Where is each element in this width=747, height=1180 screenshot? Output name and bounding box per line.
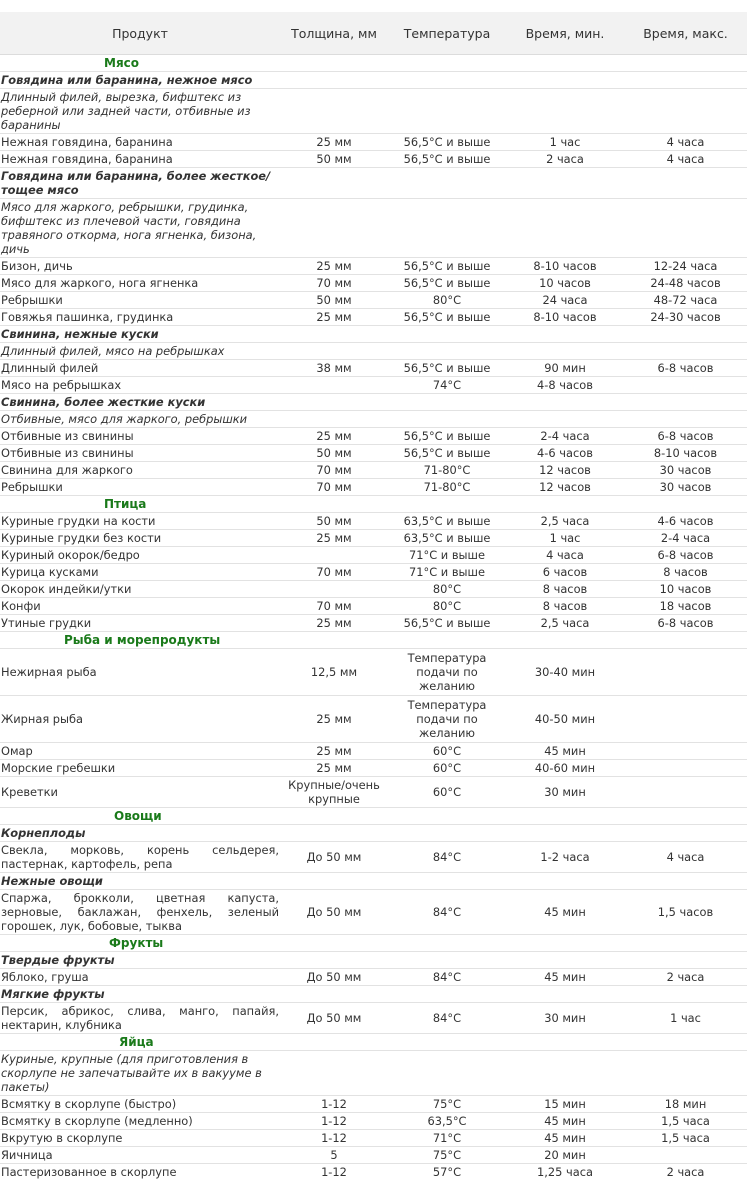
time-max-cell: 18 мин: [624, 1096, 747, 1113]
time-min-cell: 4 часа: [506, 547, 624, 564]
time-min-cell: 2,5 часа: [506, 513, 624, 530]
group-row: [0, 72, 747, 89]
section-row: [0, 496, 747, 513]
temperature-cell: 56,5°С и выше: [388, 258, 506, 275]
group-title: Мягкие фрукты: [0, 986, 280, 1003]
thickness-cell: 25 мм: [280, 258, 388, 275]
section-title: Рыба и морепродукты: [4, 633, 220, 647]
thickness-cell: 50 мм: [280, 513, 388, 530]
product-cell: Нежирная рыба: [0, 649, 280, 696]
group-row: [0, 986, 747, 1003]
temperature-cell: 56,5°С и выше: [388, 309, 506, 326]
time-min-cell: 4-8 часов: [506, 377, 624, 394]
time-min-cell: 1 час: [506, 134, 624, 151]
time-max-cell: 1,5 часа: [624, 1130, 747, 1147]
empty-cell: [280, 326, 747, 343]
temperature-cell: 56,5°С и выше: [388, 134, 506, 151]
thickness-cell: 25 мм: [280, 615, 388, 632]
temperature-cell: 75°С: [388, 1147, 506, 1164]
thickness-cell: 1-12: [280, 1096, 388, 1113]
table-row: [0, 615, 747, 632]
time-min-cell: 8 часов: [506, 598, 624, 615]
thickness-cell: 5: [280, 1147, 388, 1164]
table-row: [0, 151, 747, 168]
group-title: Говядина или баранина, более жесткое/ тощее мясо: [0, 168, 280, 199]
product-cell: Куриные грудки без кости: [0, 530, 280, 547]
table-row: [0, 462, 747, 479]
thickness-cell: До 50 мм: [280, 842, 388, 873]
product-cell: Яичница: [0, 1147, 280, 1164]
group-title: Свинина, более жесткие куски: [0, 394, 280, 411]
thickness-cell: 25 мм: [280, 134, 388, 151]
table-row: [0, 479, 747, 496]
temperature-cell: Температура подачи по желанию: [388, 696, 506, 743]
thickness-cell: [280, 377, 388, 394]
thickness-cell: 25 мм: [280, 760, 388, 777]
product-cell: Всмятку в скорлупе (быстро): [0, 1096, 280, 1113]
time-min-cell: 24 часа: [506, 292, 624, 309]
time-max-cell: 18 часов: [624, 598, 747, 615]
thickness-cell: 25 мм: [280, 428, 388, 445]
table-row: [0, 134, 747, 151]
empty-cell: [280, 343, 747, 360]
table-row: [0, 547, 747, 564]
time-min-cell: 8 часов: [506, 581, 624, 598]
thickness-cell: 50 мм: [280, 445, 388, 462]
table-row: [0, 428, 747, 445]
product-cell: Окорок индейки/утки: [0, 581, 280, 598]
time-max-cell: 1,5 часов: [624, 890, 747, 935]
group-row: [0, 873, 747, 890]
time-max-cell: 2 часа: [624, 1164, 747, 1180]
thickness-cell: До 50 мм: [280, 969, 388, 986]
note-row: [0, 199, 747, 258]
product-cell: Курица кусками: [0, 564, 280, 581]
section-row: [0, 1034, 747, 1051]
header-product: Продукт: [0, 12, 280, 55]
group-note: Куриные, крупные (для приготовления в скорлупе не запечатывайте их в вакууме в пакеты): [0, 1051, 280, 1096]
time-max-cell: 4 часа: [624, 151, 747, 168]
table-row: [0, 696, 747, 743]
time-min-cell: 15 мин: [506, 1096, 624, 1113]
product-cell: Пастеризованное в скорлупе: [0, 1164, 280, 1180]
time-min-cell: 1-2 часа: [506, 842, 624, 873]
temperature-cell: 56,5°С и выше: [388, 360, 506, 377]
table-row: [0, 258, 747, 275]
time-min-cell: 45 мин: [506, 1130, 624, 1147]
table-row: [0, 275, 747, 292]
product-cell: Омар: [0, 743, 280, 760]
empty-cell: [280, 72, 747, 89]
section-row: [0, 808, 747, 825]
empty-cell: [280, 825, 747, 842]
time-min-cell: 2-4 часа: [506, 428, 624, 445]
time-min-cell: 40-50 мин: [506, 696, 624, 743]
group-row: [0, 952, 747, 969]
thickness-cell: 70 мм: [280, 462, 388, 479]
table-row: [0, 777, 747, 808]
temperature-cell: 84°С: [388, 842, 506, 873]
temperature-cell: 63,5°С: [388, 1113, 506, 1130]
cooking-table: [0, 12, 747, 1180]
table-row: [0, 1113, 747, 1130]
time-max-cell: 8 часов: [624, 564, 747, 581]
empty-cell: [280, 986, 747, 1003]
time-max-cell: 6-8 часов: [624, 615, 747, 632]
thickness-cell: До 50 мм: [280, 890, 388, 935]
thickness-cell: 70 мм: [280, 479, 388, 496]
thickness-cell: 12,5 мм: [280, 649, 388, 696]
product-cell: Жирная рыба: [0, 696, 280, 743]
header-temperature: Температура: [388, 12, 506, 55]
product-cell: Нежная говядина, баранина: [0, 151, 280, 168]
time-min-cell: 6 часов: [506, 564, 624, 581]
thickness-cell: 25 мм: [280, 743, 388, 760]
temperature-cell: 63,5°С и выше: [388, 513, 506, 530]
time-max-cell: 48-72 часа: [624, 292, 747, 309]
section-row: [0, 632, 747, 649]
temperature-cell: 75°С: [388, 1096, 506, 1113]
temperature-cell: 80°С: [388, 292, 506, 309]
time-max-cell: [624, 777, 747, 808]
temperature-cell: 84°С: [388, 890, 506, 935]
note-row: [0, 1051, 747, 1096]
product-cell: Всмятку в скорлупе (медленно): [0, 1113, 280, 1130]
empty-cell: [280, 89, 747, 134]
time-min-cell: 45 мин: [506, 1113, 624, 1130]
thickness-cell: 1-12: [280, 1164, 388, 1180]
product-cell: Спаржа, брокколи, цветная капуста, зерновые, баклажан, фенхель, зеленый горошек, лук, бобовые, тыква: [0, 890, 280, 935]
time-min-cell: 45 мин: [506, 743, 624, 760]
table-row: [0, 530, 747, 547]
time-min-cell: 45 мин: [506, 969, 624, 986]
product-cell: Бизон, дичь: [0, 258, 280, 275]
table-row: [0, 1096, 747, 1113]
time-max-cell: 2 часа: [624, 969, 747, 986]
product-cell: Конфи: [0, 598, 280, 615]
time-max-cell: 24-30 часов: [624, 309, 747, 326]
temperature-cell: Температура подачи по желанию: [388, 649, 506, 696]
thickness-cell: 50 мм: [280, 151, 388, 168]
time-max-cell: 1 час: [624, 1003, 747, 1034]
product-cell: Нежная говядина, баранина: [0, 134, 280, 151]
product-cell: Мясо на ребрышках: [0, 377, 280, 394]
temperature-cell: 63,5°С и выше: [388, 530, 506, 547]
time-max-cell: [624, 649, 747, 696]
time-max-cell: 4 часа: [624, 134, 747, 151]
time-min-cell: 45 мин: [506, 890, 624, 935]
time-min-cell: 8-10 часов: [506, 258, 624, 275]
temperature-cell: 71-80°С: [388, 479, 506, 496]
section-title: Яйца: [4, 1035, 154, 1049]
product-cell: Мясо для жаркого, нога ягненка: [0, 275, 280, 292]
table-body: [0, 55, 747, 1180]
table-row: [0, 377, 747, 394]
group-title: Говядина или баранина, нежное мясо: [0, 72, 280, 89]
product-cell: Морские гребешки: [0, 760, 280, 777]
table-row: [0, 743, 747, 760]
table-row: [0, 1003, 747, 1034]
product-cell: Куриные грудки на кости: [0, 513, 280, 530]
table-row: [0, 969, 747, 986]
table-row: [0, 649, 747, 696]
table-row: [0, 598, 747, 615]
thickness-cell: До 50 мм: [280, 1003, 388, 1034]
temperature-cell: 60°С: [388, 760, 506, 777]
note-row: [0, 89, 747, 134]
temperature-cell: 56,5°С и выше: [388, 445, 506, 462]
temperature-cell: 71°С и выше: [388, 547, 506, 564]
temperature-cell: 56,5°С и выше: [388, 275, 506, 292]
thickness-cell: 25 мм: [280, 696, 388, 743]
group-note: Отбивные, мясо для жаркого, ребрышки: [0, 411, 280, 428]
thickness-cell: 70 мм: [280, 275, 388, 292]
table-row: [0, 890, 747, 935]
time-min-cell: 30-40 мин: [506, 649, 624, 696]
thickness-cell: 50 мм: [280, 292, 388, 309]
table-row: [0, 513, 747, 530]
time-min-cell: 30 мин: [506, 1003, 624, 1034]
empty-cell: [280, 1051, 747, 1096]
section-row: [0, 935, 747, 952]
temperature-cell: 80°С: [388, 598, 506, 615]
temperature-cell: 74°С: [388, 377, 506, 394]
thickness-cell: Крупные/очень крупные: [280, 777, 388, 808]
table-row: [0, 445, 747, 462]
header-thickness: Толщина, мм: [280, 12, 388, 55]
temperature-cell: 84°С: [388, 969, 506, 986]
header-time-max: Время, макс.: [624, 12, 747, 55]
time-max-cell: 1,5 часа: [624, 1113, 747, 1130]
temperature-cell: 60°С: [388, 777, 506, 808]
table-row: [0, 309, 747, 326]
thickness-cell: 38 мм: [280, 360, 388, 377]
temperature-cell: 71°С и выше: [388, 564, 506, 581]
section-title: Мясо: [4, 56, 139, 70]
group-title: Нежные овощи: [0, 873, 280, 890]
time-min-cell: 12 часов: [506, 479, 624, 496]
temperature-cell: 84°С: [388, 1003, 506, 1034]
time-max-cell: 24-48 часов: [624, 275, 747, 292]
thickness-cell: [280, 547, 388, 564]
time-max-cell: 4-6 часов: [624, 513, 747, 530]
time-max-cell: [624, 377, 747, 394]
table-row: [0, 842, 747, 873]
empty-cell: [280, 873, 747, 890]
time-min-cell: 1,25 часа: [506, 1164, 624, 1180]
time-min-cell: 40-60 мин: [506, 760, 624, 777]
group-note: Длинный филей, мясо на ребрышках: [0, 343, 280, 360]
temperature-cell: 56,5°С и выше: [388, 615, 506, 632]
group-note: Длинный филей, вырезка, бифштекс из реберной или задней части, отбивные из баранины: [0, 89, 280, 134]
group-title: Корнеплоды: [0, 825, 280, 842]
time-min-cell: 12 часов: [506, 462, 624, 479]
time-max-cell: 6-8 часов: [624, 547, 747, 564]
time-max-cell: [624, 760, 747, 777]
temperature-cell: 57°С: [388, 1164, 506, 1180]
temperature-cell: 71°С: [388, 1130, 506, 1147]
header-row: [0, 12, 747, 55]
section-title: Птица: [4, 497, 146, 511]
section-row: [0, 55, 747, 72]
time-max-cell: 6-8 часов: [624, 428, 747, 445]
time-max-cell: 10 часов: [624, 581, 747, 598]
group-title: Твердые фрукты: [0, 952, 280, 969]
group-note: Мясо для жаркого, ребрышки, грудинка, бифштекс из плечевой части, говядина травяного откорма, нога ягненка, бизона, дичь: [0, 199, 280, 258]
group-row: [0, 825, 747, 842]
thickness-cell: 1-12: [280, 1113, 388, 1130]
temperature-cell: 56,5°С и выше: [388, 151, 506, 168]
thickness-cell: 25 мм: [280, 530, 388, 547]
time-min-cell: 90 мин: [506, 360, 624, 377]
product-cell: Ребрышки: [0, 292, 280, 309]
empty-cell: [280, 411, 747, 428]
thickness-cell: 70 мм: [280, 598, 388, 615]
time-max-cell: 8-10 часов: [624, 445, 747, 462]
time-min-cell: 20 мин: [506, 1147, 624, 1164]
table-row: [0, 292, 747, 309]
product-cell: Куриный окорок/бедро: [0, 547, 280, 564]
product-cell: Говяжья пашинка, грудинка: [0, 309, 280, 326]
group-row: [0, 394, 747, 411]
time-max-cell: 6-8 часов: [624, 360, 747, 377]
product-cell: Персик, абрикос, слива, манго, папайя, нектарин, клубника: [0, 1003, 280, 1034]
time-max-cell: 2-4 часа: [624, 530, 747, 547]
time-min-cell: 8-10 часов: [506, 309, 624, 326]
product-cell: Свинина для жаркого: [0, 462, 280, 479]
empty-cell: [280, 199, 747, 258]
group-row: [0, 326, 747, 343]
thickness-cell: 1-12: [280, 1130, 388, 1147]
time-min-cell: 10 часов: [506, 275, 624, 292]
group-title: Свинина, нежные куски: [0, 326, 280, 343]
section-title: Овощи: [4, 809, 162, 823]
product-cell: Отбивные из свинины: [0, 428, 280, 445]
header-time-min: Время, мин.: [506, 12, 624, 55]
table-row: [0, 760, 747, 777]
product-cell: Креветки: [0, 777, 280, 808]
thickness-cell: 25 мм: [280, 309, 388, 326]
empty-cell: [280, 394, 747, 411]
table-row: [0, 360, 747, 377]
product-cell: Свекла, морковь, корень сельдерея, пастернак, картофель, репа: [0, 842, 280, 873]
note-row: [0, 411, 747, 428]
product-cell: Вкрутую в скорлупе: [0, 1130, 280, 1147]
product-cell: Яблоко, груша: [0, 969, 280, 986]
temperature-cell: 80°С: [388, 581, 506, 598]
product-cell: Утиные грудки: [0, 615, 280, 632]
temperature-cell: 56,5°С и выше: [388, 428, 506, 445]
time-max-cell: 12-24 часа: [624, 258, 747, 275]
temperature-cell: 60°С: [388, 743, 506, 760]
time-max-cell: 30 часов: [624, 462, 747, 479]
time-max-cell: [624, 696, 747, 743]
group-row: [0, 168, 747, 199]
time-max-cell: 4 часа: [624, 842, 747, 873]
time-min-cell: 30 мин: [506, 777, 624, 808]
table-row: [0, 564, 747, 581]
section-title: Фрукты: [4, 936, 163, 950]
table-row: [0, 1164, 747, 1180]
time-max-cell: 30 часов: [624, 479, 747, 496]
empty-cell: [280, 168, 747, 199]
product-cell: Отбивные из свинины: [0, 445, 280, 462]
time-min-cell: 1 час: [506, 530, 624, 547]
product-cell: Длинный филей: [0, 360, 280, 377]
table-row: [0, 1130, 747, 1147]
thickness-cell: [280, 581, 388, 598]
temperature-cell: 71-80°С: [388, 462, 506, 479]
empty-cell: [280, 952, 747, 969]
time-min-cell: 4-6 часов: [506, 445, 624, 462]
table-row: [0, 581, 747, 598]
thickness-cell: 70 мм: [280, 564, 388, 581]
note-row: [0, 343, 747, 360]
time-max-cell: [624, 743, 747, 760]
product-cell: Ребрышки: [0, 479, 280, 496]
time-min-cell: 2 часа: [506, 151, 624, 168]
time-min-cell: 2,5 часа: [506, 615, 624, 632]
